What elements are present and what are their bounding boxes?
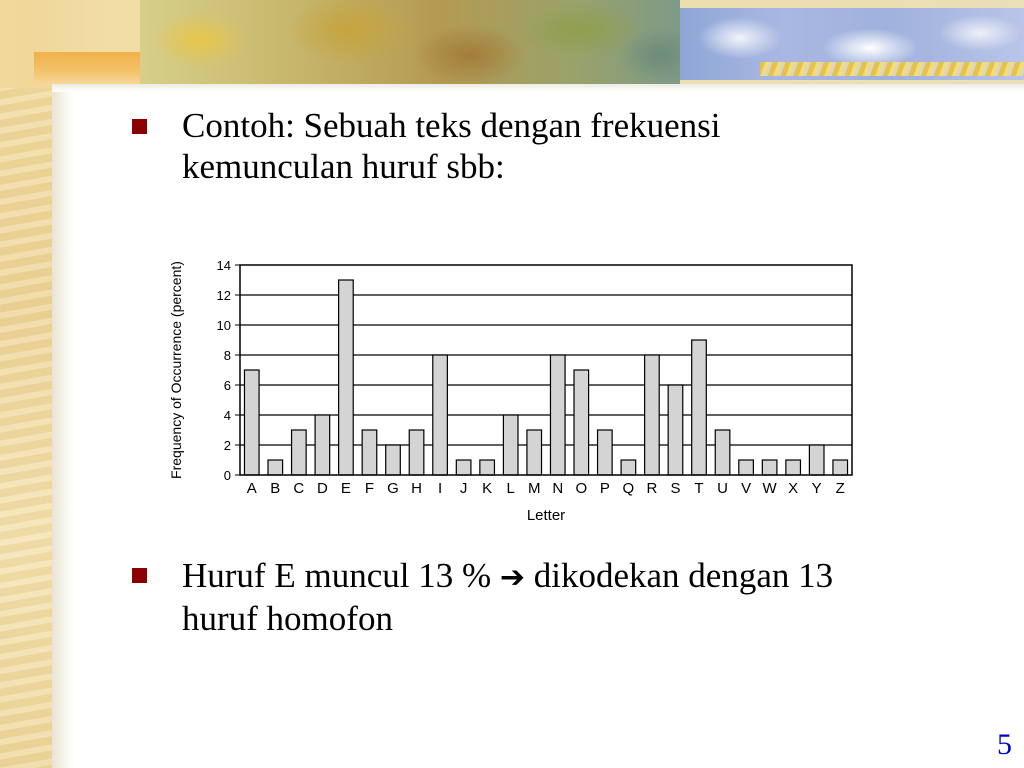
bullet-2-line-2: huruf homofon — [182, 599, 393, 638]
x-tick-label: U — [717, 480, 728, 497]
x-tick-label: O — [575, 480, 588, 497]
x-tick-layer — [247, 480, 845, 497]
y-tick-label: 14 — [216, 258, 231, 273]
bar-C — [292, 430, 307, 475]
x-tick-label: A — [246, 480, 257, 497]
bar-N — [550, 355, 565, 475]
page-number: 5 — [997, 728, 1012, 761]
x-tick-label: Y — [811, 480, 822, 497]
bar-U — [715, 430, 730, 475]
x-tick-label: T — [694, 480, 704, 497]
bullet-2-line-1 — [182, 555, 833, 598]
y-tick-label: 6 — [223, 378, 231, 393]
x-tick-label: G — [387, 480, 399, 497]
bar-G — [386, 445, 401, 475]
y-tick-label: 2 — [223, 438, 231, 453]
x-tick-label: V — [741, 480, 752, 497]
bar-I — [433, 355, 448, 475]
x-tick-label: C — [293, 480, 305, 497]
bar-A — [244, 370, 259, 475]
bar-Q — [621, 460, 636, 475]
bar-Y — [809, 445, 824, 475]
top-banner — [0, 0, 1024, 88]
bullet-2-line-1-pre: Huruf E muncul 13 % — [182, 556, 492, 595]
bar-P — [598, 430, 613, 475]
bullet-1-line-1: Contoh: Sebuah teks dengan frekuensi — [182, 106, 721, 145]
bar-O — [574, 370, 589, 475]
letter-frequency-chart — [160, 230, 860, 530]
bar-W — [762, 460, 777, 475]
bar-Z — [833, 460, 848, 475]
x-tick-label: S — [670, 480, 681, 497]
bar-T — [692, 340, 707, 475]
x-tick-label: B — [270, 480, 281, 497]
x-tick-label: J — [459, 480, 468, 497]
bullet-2-line-1-post: dikodekan dengan 13 — [533, 556, 834, 595]
bullet-1-line-2: kemunculan huruf sbb: — [182, 147, 505, 186]
bullet-2-text — [182, 555, 833, 639]
bullet-square-icon — [132, 568, 147, 583]
x-tick-label: R — [646, 480, 658, 497]
x-tick-label: F — [364, 480, 375, 497]
x-tick-label: D — [316, 480, 328, 497]
x-tick-label: H — [411, 480, 422, 497]
banner-leaves-image — [140, 0, 680, 84]
x-tick-label: N — [552, 480, 564, 497]
bar-E — [339, 280, 354, 475]
y-tick-label: 8 — [223, 348, 231, 363]
bullet-1-text — [182, 105, 721, 187]
grid-layer — [240, 295, 852, 445]
bar-L — [503, 415, 518, 475]
x-tick-label: Q — [622, 480, 635, 497]
y-tick-layer — [217, 258, 240, 483]
bar-F — [362, 430, 377, 475]
left-strip-shadow — [52, 0, 74, 768]
bar-M — [527, 430, 542, 475]
plot-frame — [240, 265, 852, 475]
x-tick-label: P — [599, 480, 610, 497]
chart-svg — [160, 230, 860, 530]
y-axis-label: Frequency of Occurrence (percent) — [168, 261, 184, 479]
y-tick-label: 12 — [216, 288, 231, 303]
banner-wheat-image — [760, 62, 1024, 76]
bar-H — [409, 430, 424, 475]
bar-layer — [244, 280, 847, 475]
bar-K — [480, 460, 495, 475]
x-tick-label: K — [482, 480, 493, 497]
right-arrow-icon: ➔ — [499, 560, 525, 595]
bar-S — [668, 385, 683, 475]
bar-J — [456, 460, 471, 475]
bar-B — [268, 460, 283, 475]
x-tick-label: E — [340, 480, 351, 497]
x-tick-label: L — [506, 480, 515, 497]
x-axis-label: Letter — [526, 507, 566, 524]
left-parchment-strip — [0, 0, 52, 768]
x-tick-label: W — [762, 480, 777, 497]
y-tick-label: 10 — [216, 318, 231, 333]
bullet-square-icon — [132, 119, 147, 134]
x-tick-label: I — [437, 480, 443, 497]
banner-shadow — [52, 84, 1024, 92]
bar-D — [315, 415, 330, 475]
bar-V — [739, 460, 754, 475]
x-tick-label: X — [788, 480, 799, 497]
y-tick-label: 4 — [223, 408, 231, 423]
y-tick-label: 0 — [223, 468, 231, 483]
bar-X — [786, 460, 801, 475]
bar-R — [645, 355, 660, 475]
x-tick-label: Z — [835, 480, 845, 497]
x-tick-label: M — [527, 480, 541, 497]
